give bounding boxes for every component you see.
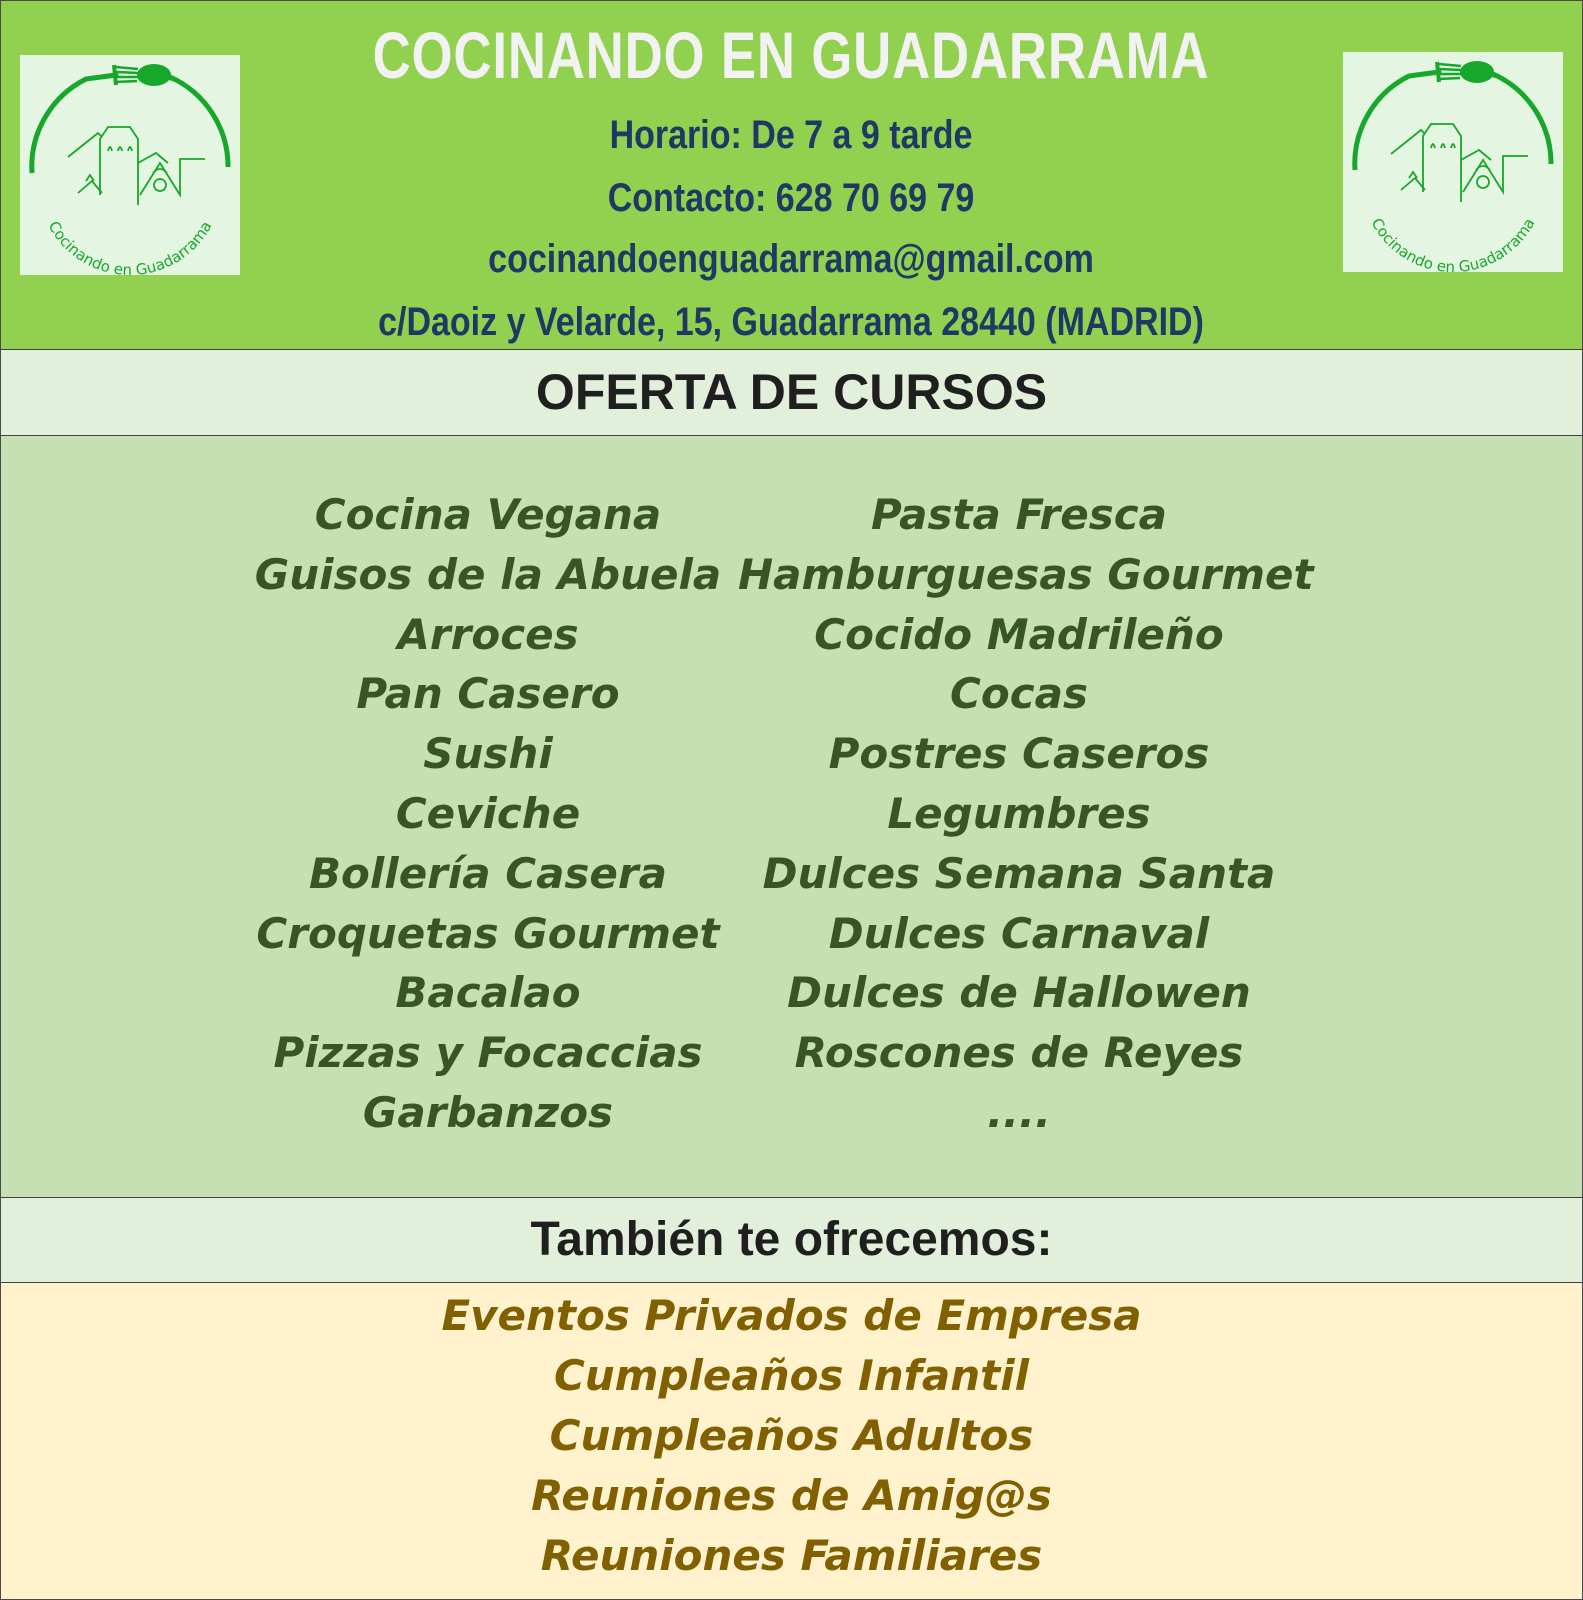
course-item: Guisos de la Abuela <box>254 549 722 599</box>
services-list <box>1 1286 1582 1586</box>
course-item: Pan Casero <box>356 669 620 719</box>
service-item: Cumpleaños Infantil <box>553 1351 1030 1400</box>
logo-right <box>1343 52 1563 272</box>
course-item: Bacalao <box>395 968 581 1018</box>
logo-fork-spoon-village-icon <box>1343 52 1563 272</box>
course-item: Ceviche <box>395 788 581 838</box>
logo-right-text: Cocinando en Guadarrama <box>1367 214 1539 272</box>
course-item: Cocina Vegana <box>314 490 662 539</box>
courses-section <box>1 436 1582 1198</box>
logo-left <box>20 55 240 275</box>
contact-phone: Contacto: 628 70 69 79 <box>607 176 975 220</box>
course-item: Dulces Carnaval <box>828 908 1210 958</box>
courses-left-column <box>238 485 738 1143</box>
course-item: Dulces de Hallowen <box>787 968 1251 1018</box>
courses-right-column <box>738 485 1314 1143</box>
course-item: Garbanzos <box>362 1087 614 1137</box>
service-item: Reuniones de Amig@s <box>531 1471 1052 1520</box>
opening-hours: Horario: De 7 a 9 tarde <box>609 113 973 157</box>
contact-email: cocinandoenguadarrama@gmail.com <box>488 237 1094 281</box>
courses-heading: OFERTA DE CURSOS <box>1 350 1582 436</box>
course-item: Arroces <box>397 609 579 659</box>
course-item: Roscones de Reyes <box>794 1028 1244 1078</box>
business-title: COCINANDO EN GUADARRAMA <box>372 18 1210 92</box>
services-heading: También te ofrecemos: <box>1 1198 1582 1283</box>
service-item: Reuniones Familiares <box>540 1531 1043 1580</box>
course-item: Hamburguesas Gourmet <box>738 549 1314 599</box>
course-item: Bollería Casera <box>309 848 667 898</box>
service-item: Eventos Privados de Empresa <box>441 1291 1142 1340</box>
course-item: Legumbres <box>887 788 1151 838</box>
course-item: Cocas <box>950 669 1088 719</box>
logo-left-text: Cocinando en Guadarrama <box>44 217 216 275</box>
services-section <box>1 1283 1582 1600</box>
svg-text:Cocinando en Guadarrama <box>45 218 216 275</box>
course-item: Dulces Semana Santa <box>762 848 1276 898</box>
course-item: Pasta Fresca <box>871 490 1167 539</box>
course-item: Pizzas y Focaccias <box>273 1028 703 1078</box>
logo-fork-spoon-village-icon <box>20 55 240 275</box>
course-item: Croquetas Gourmet <box>256 908 720 958</box>
course-item: Postres Caseros <box>828 729 1210 779</box>
course-item-ellipsis: .... <box>987 1087 1051 1137</box>
svg-text:Cocinando en Guadarrama <box>1368 215 1539 272</box>
address: c/Daoiz y Velarde, 15, Guadarrama 28440 (MADRID) <box>378 300 1204 344</box>
header <box>1 1 1582 350</box>
course-item: Cocido Madrileño <box>814 609 1224 659</box>
course-item: Sushi <box>423 729 553 779</box>
service-item: Cumpleaños Adultos <box>549 1411 1034 1460</box>
